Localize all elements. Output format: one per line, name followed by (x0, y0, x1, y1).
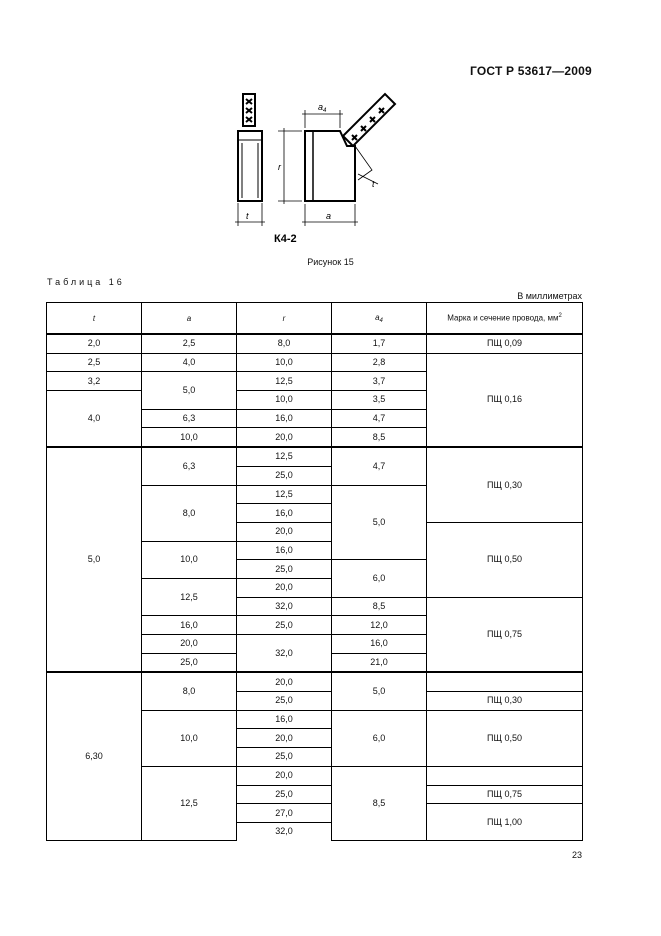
cell-wire: ПЩ 0,09 (427, 334, 583, 353)
cell-a: 4,0 (142, 353, 237, 372)
cell-a4: 12,0 (332, 616, 427, 635)
cell-wire: ПЩ 0,30 (427, 447, 583, 522)
cell-a: 6,3 (142, 447, 237, 485)
cell-a4: 2,8 (332, 353, 427, 372)
cell-a: 2,5 (142, 334, 237, 353)
cell-a4: 4,7 (332, 409, 427, 428)
cell-a: 6,3 (142, 409, 237, 428)
cell-a4: 8,5 (332, 766, 427, 840)
table-row (47, 672, 583, 691)
cell-r: 20,0 (237, 766, 332, 785)
dim-t-label: t (246, 211, 249, 221)
cell-wire-empty (427, 766, 583, 785)
cell-r: 32,0 (237, 822, 332, 840)
cell-r: 20,0 (237, 522, 332, 541)
col-header-t: t (47, 303, 142, 335)
cell-a4: 8,5 (332, 428, 427, 447)
cell-a: 5,0 (142, 372, 237, 409)
lead-wire-right (343, 94, 395, 146)
cell-a4: 3,7 (332, 372, 427, 391)
cell-r: 25,0 (237, 692, 332, 711)
cell-a: 8,0 (142, 485, 237, 541)
cell-a4: 5,0 (332, 672, 427, 710)
cell-r: 16,0 (237, 710, 332, 729)
cell-a4: 6,0 (332, 560, 427, 597)
cell-a: 10,0 (142, 541, 237, 578)
cell-r: 32,0 (237, 597, 332, 616)
cell-r: 25,0 (237, 560, 332, 579)
figure-label: К4-2 (274, 233, 297, 245)
cell-wire: ПЩ 0,50 (427, 710, 583, 766)
figure-drawing (200, 88, 420, 248)
cell-a4: 4,7 (332, 447, 427, 485)
cell-r: 16,0 (237, 409, 332, 428)
cell-r: 16,0 (237, 541, 332, 560)
cell-a4: 5,0 (332, 485, 427, 560)
dim-angle-label: t (372, 179, 375, 189)
cell-a: 8,0 (142, 672, 237, 710)
dim-r-label: r (278, 162, 281, 172)
col-header-wire: Марка и сечение провода, $мм^2$ (427, 303, 583, 335)
col-header-r: r (237, 303, 332, 335)
cell-r: 27,0 (237, 804, 332, 823)
col-header-a4: $a_4$ (332, 303, 427, 335)
cell-wire-empty (427, 672, 583, 691)
cell-a: 12,5 (142, 766, 237, 840)
cell-a4: 3,5 (332, 391, 427, 410)
dim-a-label: a (326, 211, 332, 221)
cell-t: 5,0 (47, 447, 142, 672)
cell-r: 25,0 (237, 466, 332, 485)
cell-r: 25,0 (237, 748, 332, 767)
cell-wire: ПЩ 0,16 (427, 353, 583, 447)
cell-a: 10,0 (142, 428, 237, 447)
figure-caption: Рисунок 15 (307, 257, 354, 267)
cell-wire: ПЩ 0,75 (427, 785, 583, 804)
cell-r: 20,0 (237, 578, 332, 597)
standard-number: ГОСТ Р 53617—2009 (470, 64, 592, 78)
table-row (47, 447, 583, 466)
table-row (47, 353, 583, 372)
cell-a4: 8,5 (332, 597, 427, 616)
cell-t: 4,0 (47, 391, 142, 448)
cell-a: 16,0 (142, 616, 237, 635)
table-title: Таблица 16 (47, 277, 125, 287)
page-number: 23 (571, 850, 582, 860)
cell-r: 25,0 (237, 616, 332, 635)
cell-wire: ПЩ 0,75 (427, 597, 583, 672)
cell-a4: 1,7 (332, 334, 427, 353)
cell-t: 3,2 (47, 372, 142, 391)
cell-r: 20,0 (237, 672, 332, 691)
cell-a: 12,5 (142, 578, 237, 615)
dim-a4-label: $a_4$ (318, 102, 327, 114)
cell-t: 6,30 (47, 672, 142, 840)
cell-r: 20,0 (237, 729, 332, 748)
cell-wire: ПЩ 1,00 (427, 804, 583, 841)
cell-t: 2,5 (47, 353, 142, 372)
cell-r: 10,0 (237, 353, 332, 372)
cell-r: 12,5 (237, 372, 332, 391)
cell-r: 12,5 (237, 485, 332, 504)
cell-r: 12,5 (237, 447, 332, 466)
table-row (47, 334, 583, 353)
dimensions-table (46, 302, 583, 841)
cell-a: 10,0 (142, 710, 237, 766)
cell-a4: 6,0 (332, 710, 427, 766)
cell-r: 16,0 (237, 504, 332, 523)
cell-wire: ПЩ 0,30 (427, 692, 583, 711)
cell-r: 32,0 (237, 635, 332, 673)
cell-r: 10,0 (237, 391, 332, 410)
cell-wire: ПЩ 0,50 (427, 522, 583, 597)
cell-a: 20,0 (142, 635, 237, 654)
cell-t: 2,0 (47, 334, 142, 353)
cell-r: 8,0 (237, 334, 332, 353)
cell-a4: 21,0 (332, 653, 427, 672)
col-header-a: a (142, 303, 237, 335)
table-units: В миллиметрах (517, 291, 582, 301)
cell-r: 20,0 (237, 428, 332, 447)
cell-r: 25,0 (237, 785, 332, 804)
cell-a4: 16,0 (332, 635, 427, 654)
cell-a: 25,0 (142, 653, 237, 672)
